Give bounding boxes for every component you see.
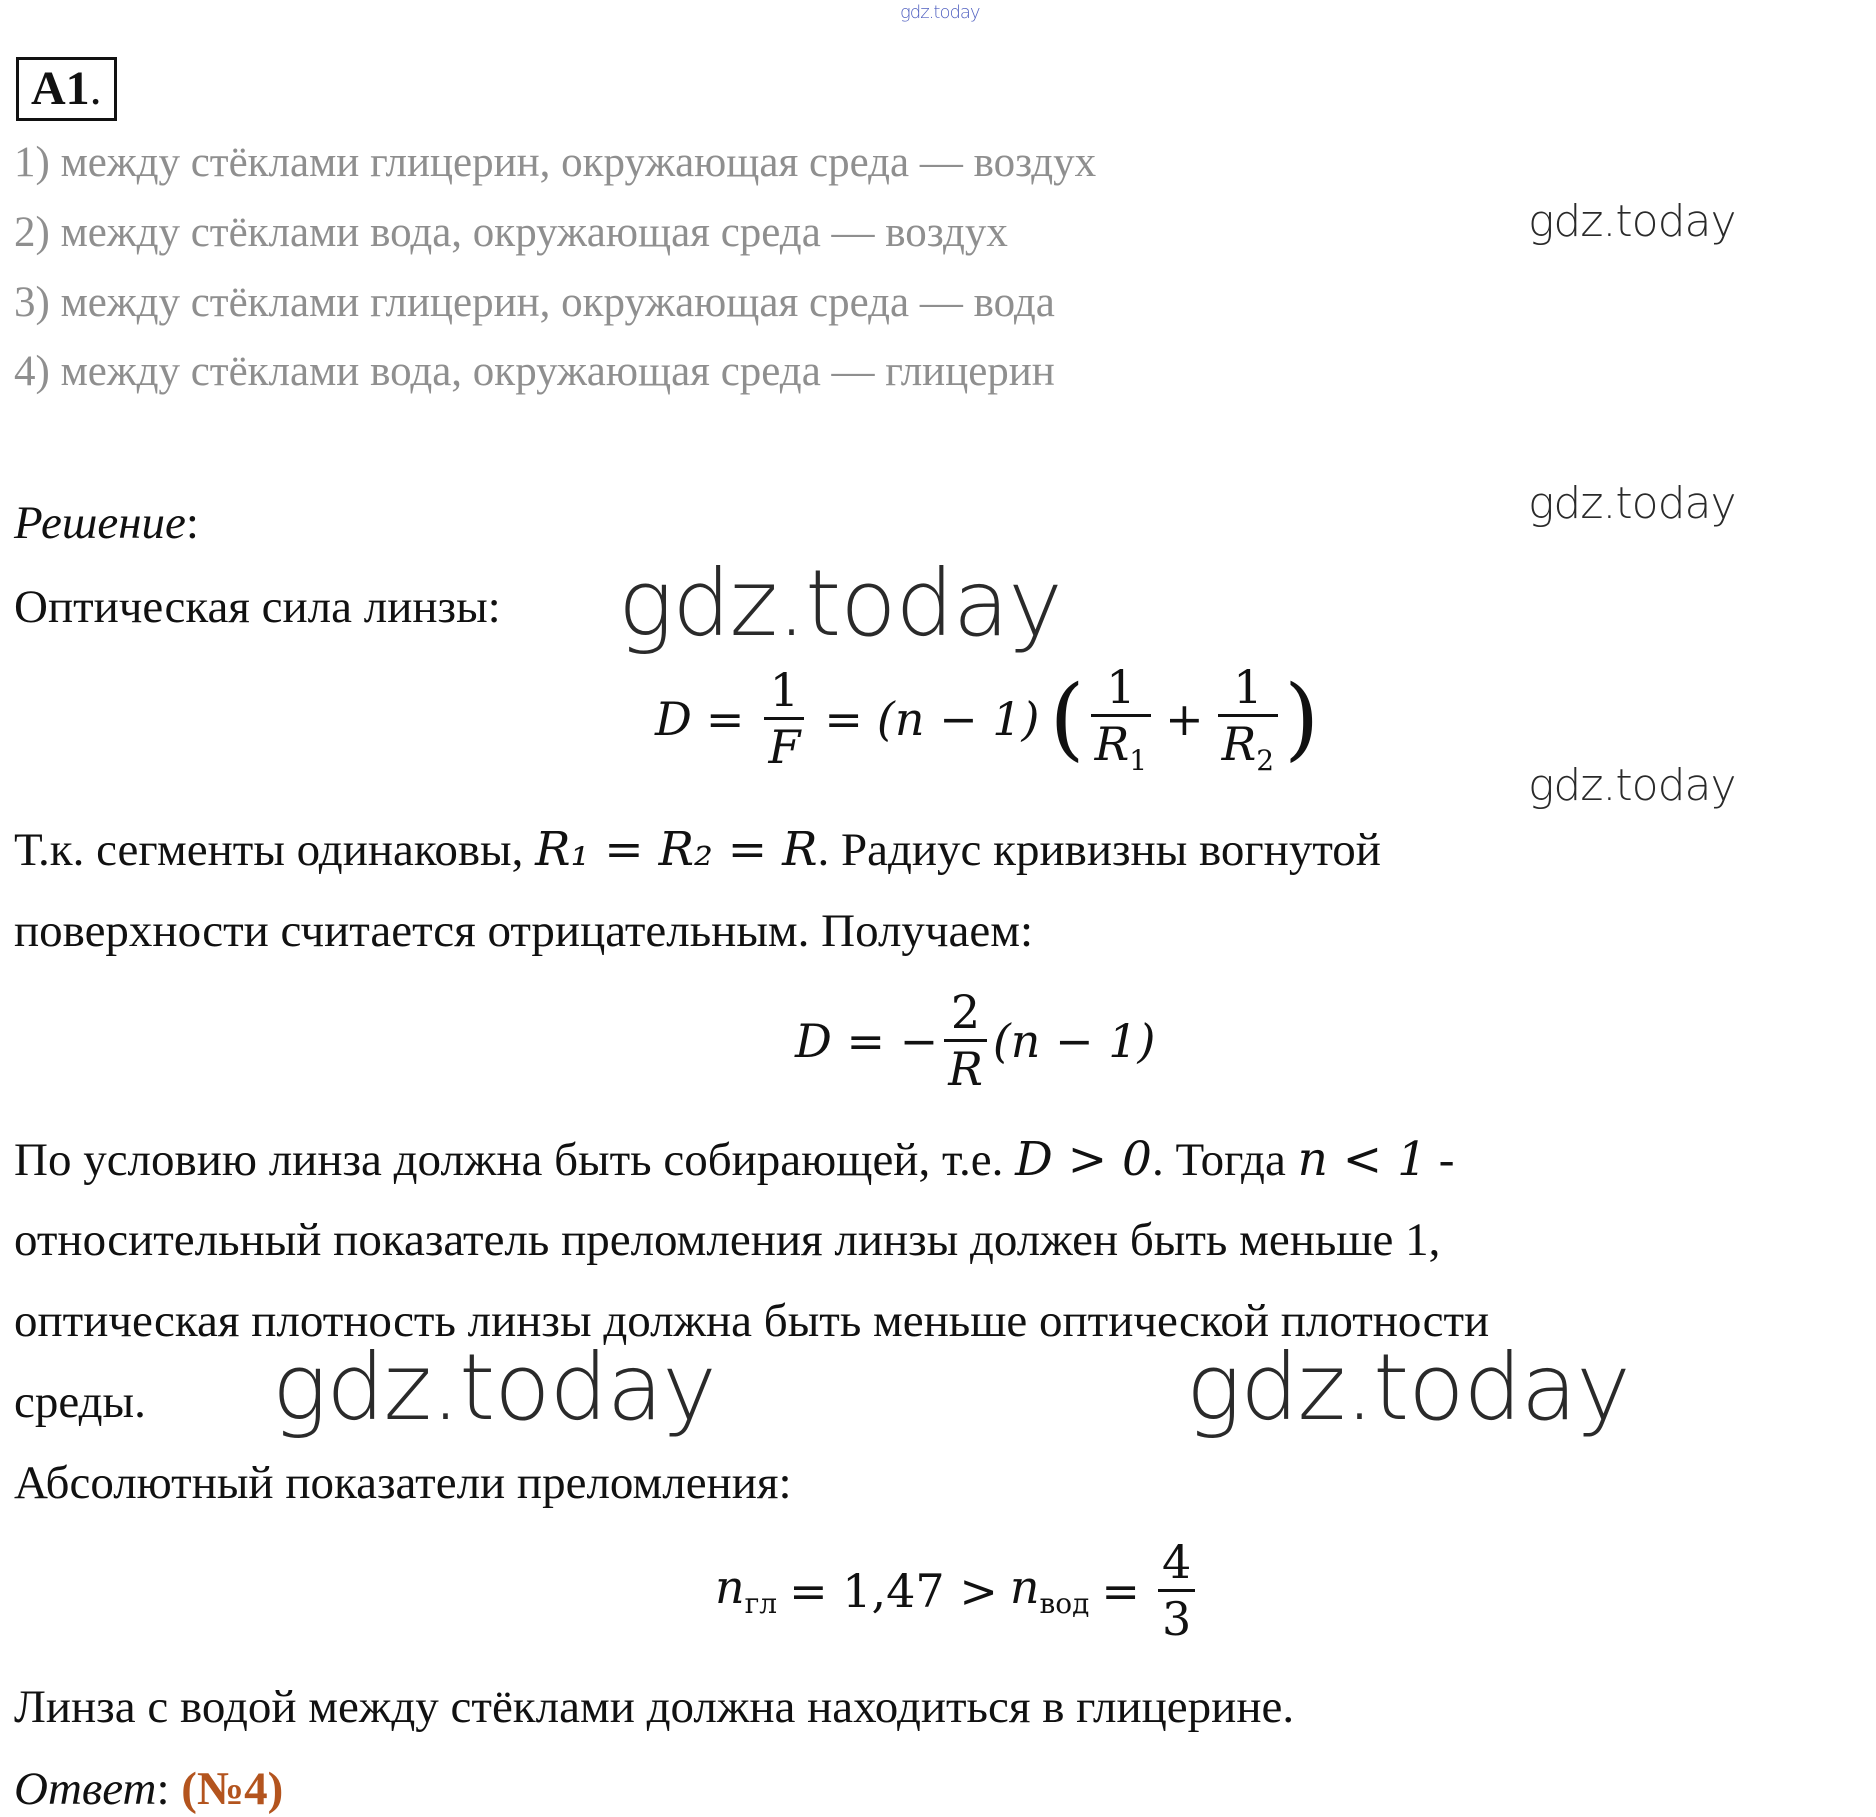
subscript: гл	[744, 1587, 778, 1621]
fraction-den: 3	[1161, 1592, 1192, 1646]
text-line-5: относительный показатель преломления линзы должен быть меньше 1,	[14, 1214, 1441, 1266]
watermark: gdz.today	[1528, 478, 1736, 529]
fraction-1-over-R1	[1091, 660, 1151, 777]
text-line-6: оптическая плотность линзы должна быть меньше оптической плотности	[14, 1295, 1490, 1347]
text-line-9: Линза с водой между стёклами должна находиться в глицерине.	[14, 1681, 1295, 1733]
text-line-1: Оптическая сила линзы:	[14, 581, 501, 633]
option-1: 1) между стёклами глицерин, окружающая среда — воздух	[14, 139, 1097, 186]
text-line-8: Абсолютный показатели преломления:	[14, 1457, 792, 1509]
subscript: 2	[1256, 744, 1275, 778]
formula-eq2: =	[824, 691, 863, 746]
formula-plus: +	[1165, 691, 1204, 746]
task-dot: .	[89, 62, 102, 115]
text-line-4c: -	[1427, 1134, 1455, 1186]
subscript: 1	[1129, 744, 1148, 778]
answer-label: Ответ	[14, 1763, 157, 1815]
n-glycerin: n	[715, 1560, 745, 1615]
text-line-4a: По условию линза должна быть собирающей, т.е.	[14, 1134, 1016, 1186]
formula-lhs: D	[655, 691, 692, 746]
task-number: A1	[31, 62, 90, 115]
watermark: gdz.today	[272, 1334, 716, 1441]
text-line-4	[14, 1132, 1454, 1187]
option-2: 2) между стёклами вода, окружающая среда — воздух	[14, 209, 1008, 256]
fraction-2-over-R	[944, 985, 987, 1096]
fraction-1-over-F	[764, 663, 804, 774]
text-line-7: среды.	[14, 1376, 146, 1428]
watermark: gdz.today	[1186, 1334, 1630, 1441]
text-line-2b: . Радиус кривизны вогнутой	[817, 824, 1381, 876]
fraction-num: 4	[1161, 1535, 1192, 1589]
fraction-den-R: R	[1094, 717, 1130, 771]
watermark: gdz.today	[618, 550, 1062, 657]
option-4: 4) между стёклами вода, окружающая среда — глицерин	[14, 348, 1055, 395]
formula-lhs: D = −	[795, 1013, 939, 1068]
fraction-1-over-R2	[1218, 660, 1278, 777]
formula-refractive-indices	[715, 1535, 1201, 1646]
task-label	[16, 57, 117, 121]
fraction-den: F	[768, 720, 801, 775]
watermark: gdz.today	[1528, 760, 1736, 811]
text-line-3: поверхности считается отрицательным. Получаем:	[14, 905, 1034, 957]
answer-colon: :	[156, 1763, 182, 1815]
watermark-top: gdz.today	[900, 2, 980, 23]
fraction-num: 1	[769, 663, 800, 718]
formula-optical-power	[655, 660, 1319, 777]
paren-close: )	[1284, 665, 1320, 771]
n-water: n	[1009, 1560, 1040, 1615]
watermark: gdz.today	[1528, 196, 1736, 247]
text-line-4-math-1: D > 0	[1015, 1132, 1152, 1187]
solution-heading-colon: :	[185, 497, 199, 549]
subscript: вод	[1039, 1587, 1090, 1621]
paren-open: (	[1049, 665, 1085, 771]
fraction-4-over-3	[1158, 1535, 1195, 1646]
text-line-4b: . Тогда	[1151, 1134, 1298, 1186]
fraction-den-R: R	[1221, 717, 1257, 771]
text-line-4-math-2: n < 1	[1297, 1132, 1428, 1187]
solution-heading	[14, 496, 199, 550]
fraction-num: 1	[1233, 660, 1263, 714]
fraction-den: R	[948, 1042, 983, 1096]
answer-value: (№4)	[181, 1763, 284, 1815]
text-line-2-math: R₁ = R₂ = R	[535, 822, 818, 877]
solution-heading-text: Решение	[14, 497, 186, 549]
fraction-num: 1	[1106, 660, 1136, 714]
fraction-num: 2	[950, 985, 981, 1039]
formula-d-negative	[795, 985, 1155, 1096]
formula-mid: = 1,47 >	[789, 1563, 998, 1618]
formula-eq: =	[705, 691, 745, 746]
formula-rest: (n − 1)	[992, 1013, 1156, 1068]
text-line-2	[14, 822, 1381, 877]
text-line-2a: Т.к. сегменты одинаковы,	[14, 824, 536, 876]
formula-n-part: (n − 1)	[876, 691, 1040, 746]
answer-line	[14, 1762, 283, 1816]
formula-eq: =	[1101, 1563, 1140, 1618]
option-3: 3) между стёклами глицерин, окружающая среда — вода	[14, 279, 1055, 326]
